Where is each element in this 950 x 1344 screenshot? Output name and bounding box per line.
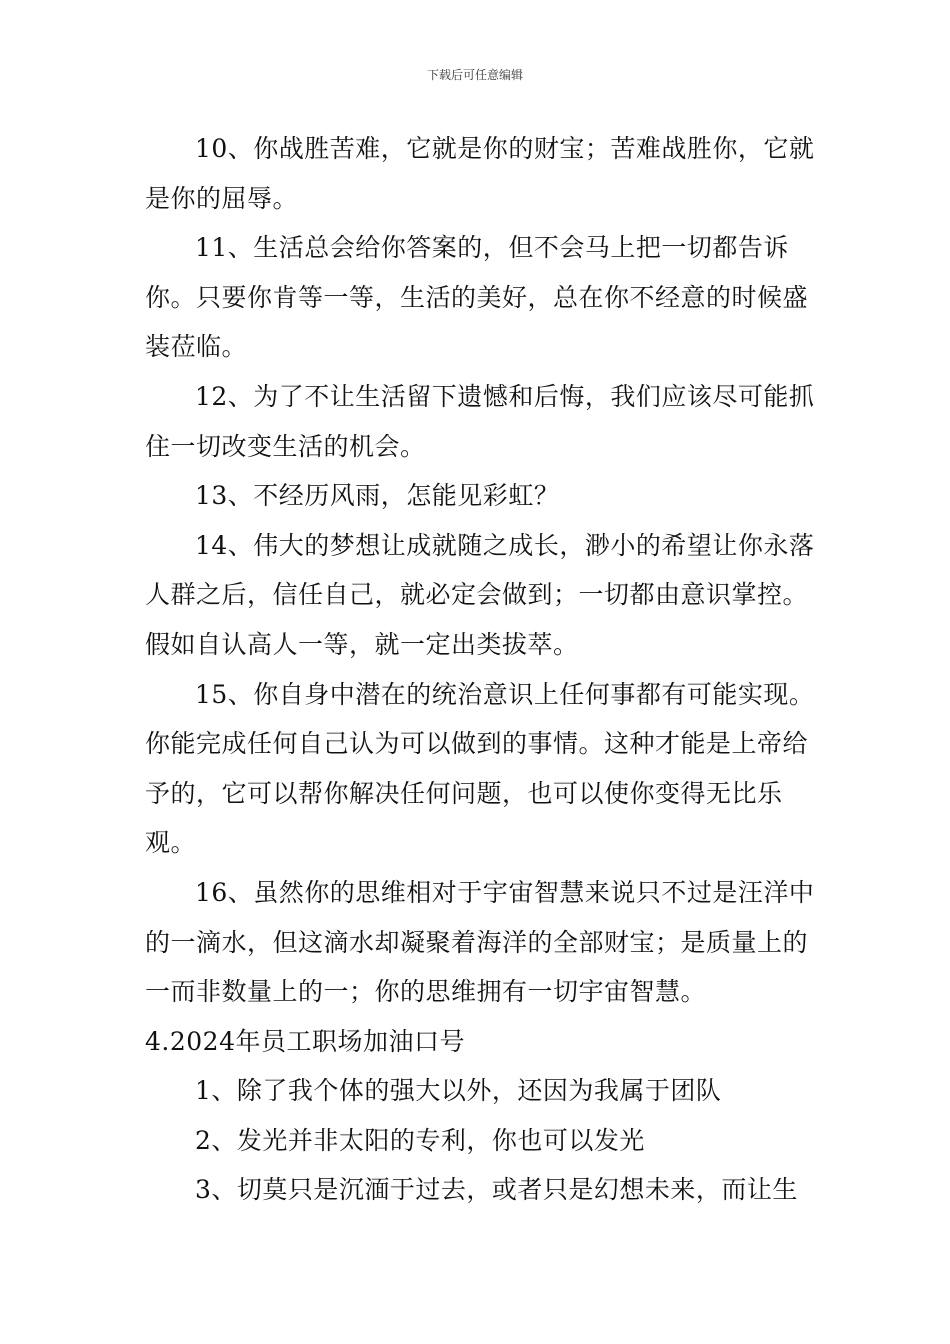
paragraph-10: 10、你战胜苦难，它就是你的财宝；苦难战胜你，它就是你的屈辱。 <box>145 134 815 213</box>
paragraph-14: 14、伟大的梦想让成就随之成长，渺小的希望让你永落人群之后，信任自己，就必定会做到；一切都由意识掌控。假如自认高人一等，就一定出类拔萃。 <box>145 530 815 659</box>
slogan-3: 3、切莫只是沉湎于过去，或者只是幻想未来，而让生 <box>195 1175 798 1205</box>
paragraph-15: 15、你自身中潜在的统治意识上任何事都有可能实现。你能完成任何自己认为可以做到的事情。这种才能是上帝给予的，它可以帮你解决任何问题，也可以使你变得无比乐观。 <box>145 679 815 858</box>
paragraph-12: 12、为了不让生活留下遗憾和后悔，我们应该尽可能抓住一切改变生活的机会。 <box>145 381 815 461</box>
paragraph-11: 11、生活总会给你答案的，但不会马上把一切都告诉你。只要你肯等一等，生活的美好，总在你不经意的时候盛装莅临。 <box>145 233 809 362</box>
slogan-1: 1、除了我个体的强大以外，还因为我属于团队 <box>195 1076 722 1106</box>
paragraph-13: 13、不经历风雨，怎能见彩虹？ <box>195 481 560 511</box>
section-heading: 4.2024年员工职场加油口号 <box>145 1026 465 1056</box>
document-body <box>145 124 825 1215</box>
paragraph-16: 16、虽然你的思维相对于宇宙智慧来说只不过是汪洋中的一滴水，但这滴水却凝聚着海洋的全部财宝；是质量上的一而非数量上的一；你的思维拥有一切宇宙智慧。 <box>145 877 815 1007</box>
slogan-2: 2、发光并非太阳的专利，你也可以发光 <box>195 1125 645 1155</box>
page-header: 下载后可任意编辑 <box>426 68 523 82</box>
